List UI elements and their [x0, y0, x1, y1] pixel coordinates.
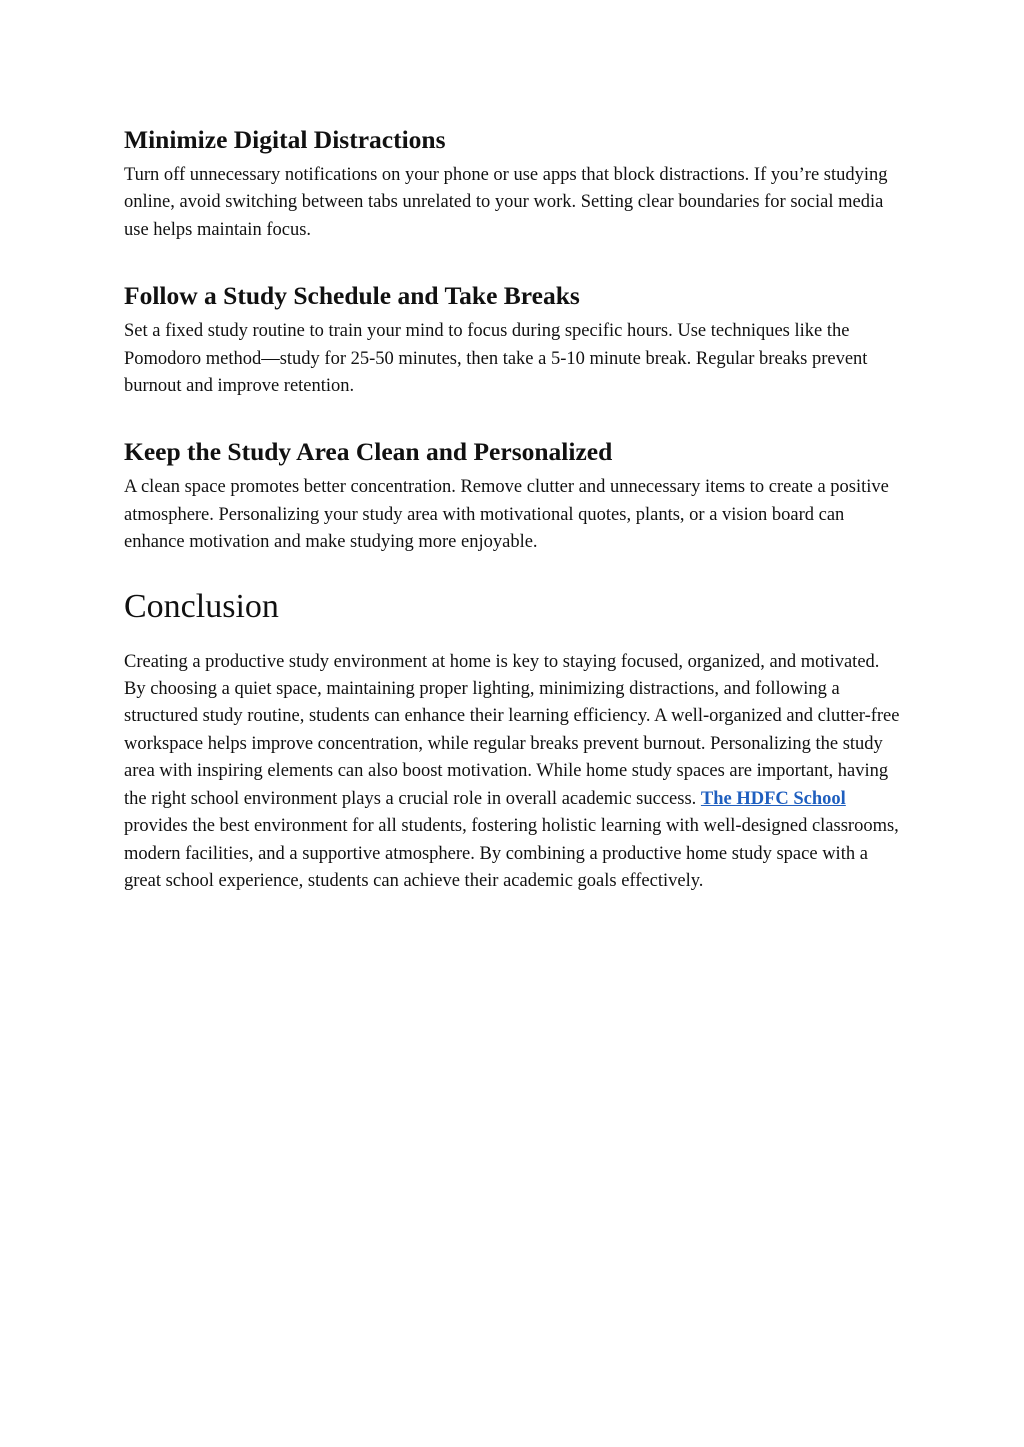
conclusion-body: [124, 649, 904, 896]
section-heading: Keep the Study Area Clean and Personalized: [124, 437, 613, 467]
section-study-area: [124, 430, 904, 556]
section-body: A clean space promotes better concentration. Remove clutter and unnecessary items to create a positive atmosphere. Personalizing your study area with motivational quotes, plants, or a vision board can enhance motivation and make studying more enjoyable.: [124, 477, 889, 553]
conclusion-heading: Conclusion: [124, 587, 279, 625]
section-heading: Follow a Study Schedule and Take Breaks: [124, 281, 580, 311]
section-heading: Minimize Digital Distractions: [124, 125, 446, 154]
conclusion-section: [124, 587, 904, 896]
section-body: Set a fixed study routine to train your mind to focus during specific hours. Use techniques like the Pomodoro method—study for 25-50 minutes, then take a 5-10 minute break. Regular breaks prevent burnout and improve retention.: [124, 321, 868, 397]
section-study-schedule: [124, 274, 904, 400]
section-body: Turn off unnecessary notifications on your phone or use apps that block distractions. If you’re studying online, avoid switching between tabs unrelated to your work. Setting clear boundaries for social media use helps maintain focus.: [124, 165, 888, 240]
conclusion-text-before-link: Creating a productive study environment at home is key to staying focused, organized, and motivated. By choosing a quiet space, maintaining proper lighting, minimizing distractions, and following a structured study routine, students can enhance their learning efficiency. A well-organized and clutter-free workspace helps improve concentration, while regular breaks prevent burnout. Personalizing the study area with inspiring elements can also boost motivation. While home study spaces are important, having the right school environment plays a crucial role in overall academic success.: [124, 651, 900, 809]
conclusion-text-after-link: provides the best environment for all students, fostering holistic learning with well-designed classrooms, modern facilities, and a supportive atmosphere. By combining a productive home study space with a great school experience, students can achieve their academic goals effectively.: [124, 816, 899, 891]
section-digital-distractions: [124, 118, 904, 244]
document-page: [124, 118, 904, 895]
hdfc-school-link[interactable]: The HDFC School: [700, 788, 846, 809]
